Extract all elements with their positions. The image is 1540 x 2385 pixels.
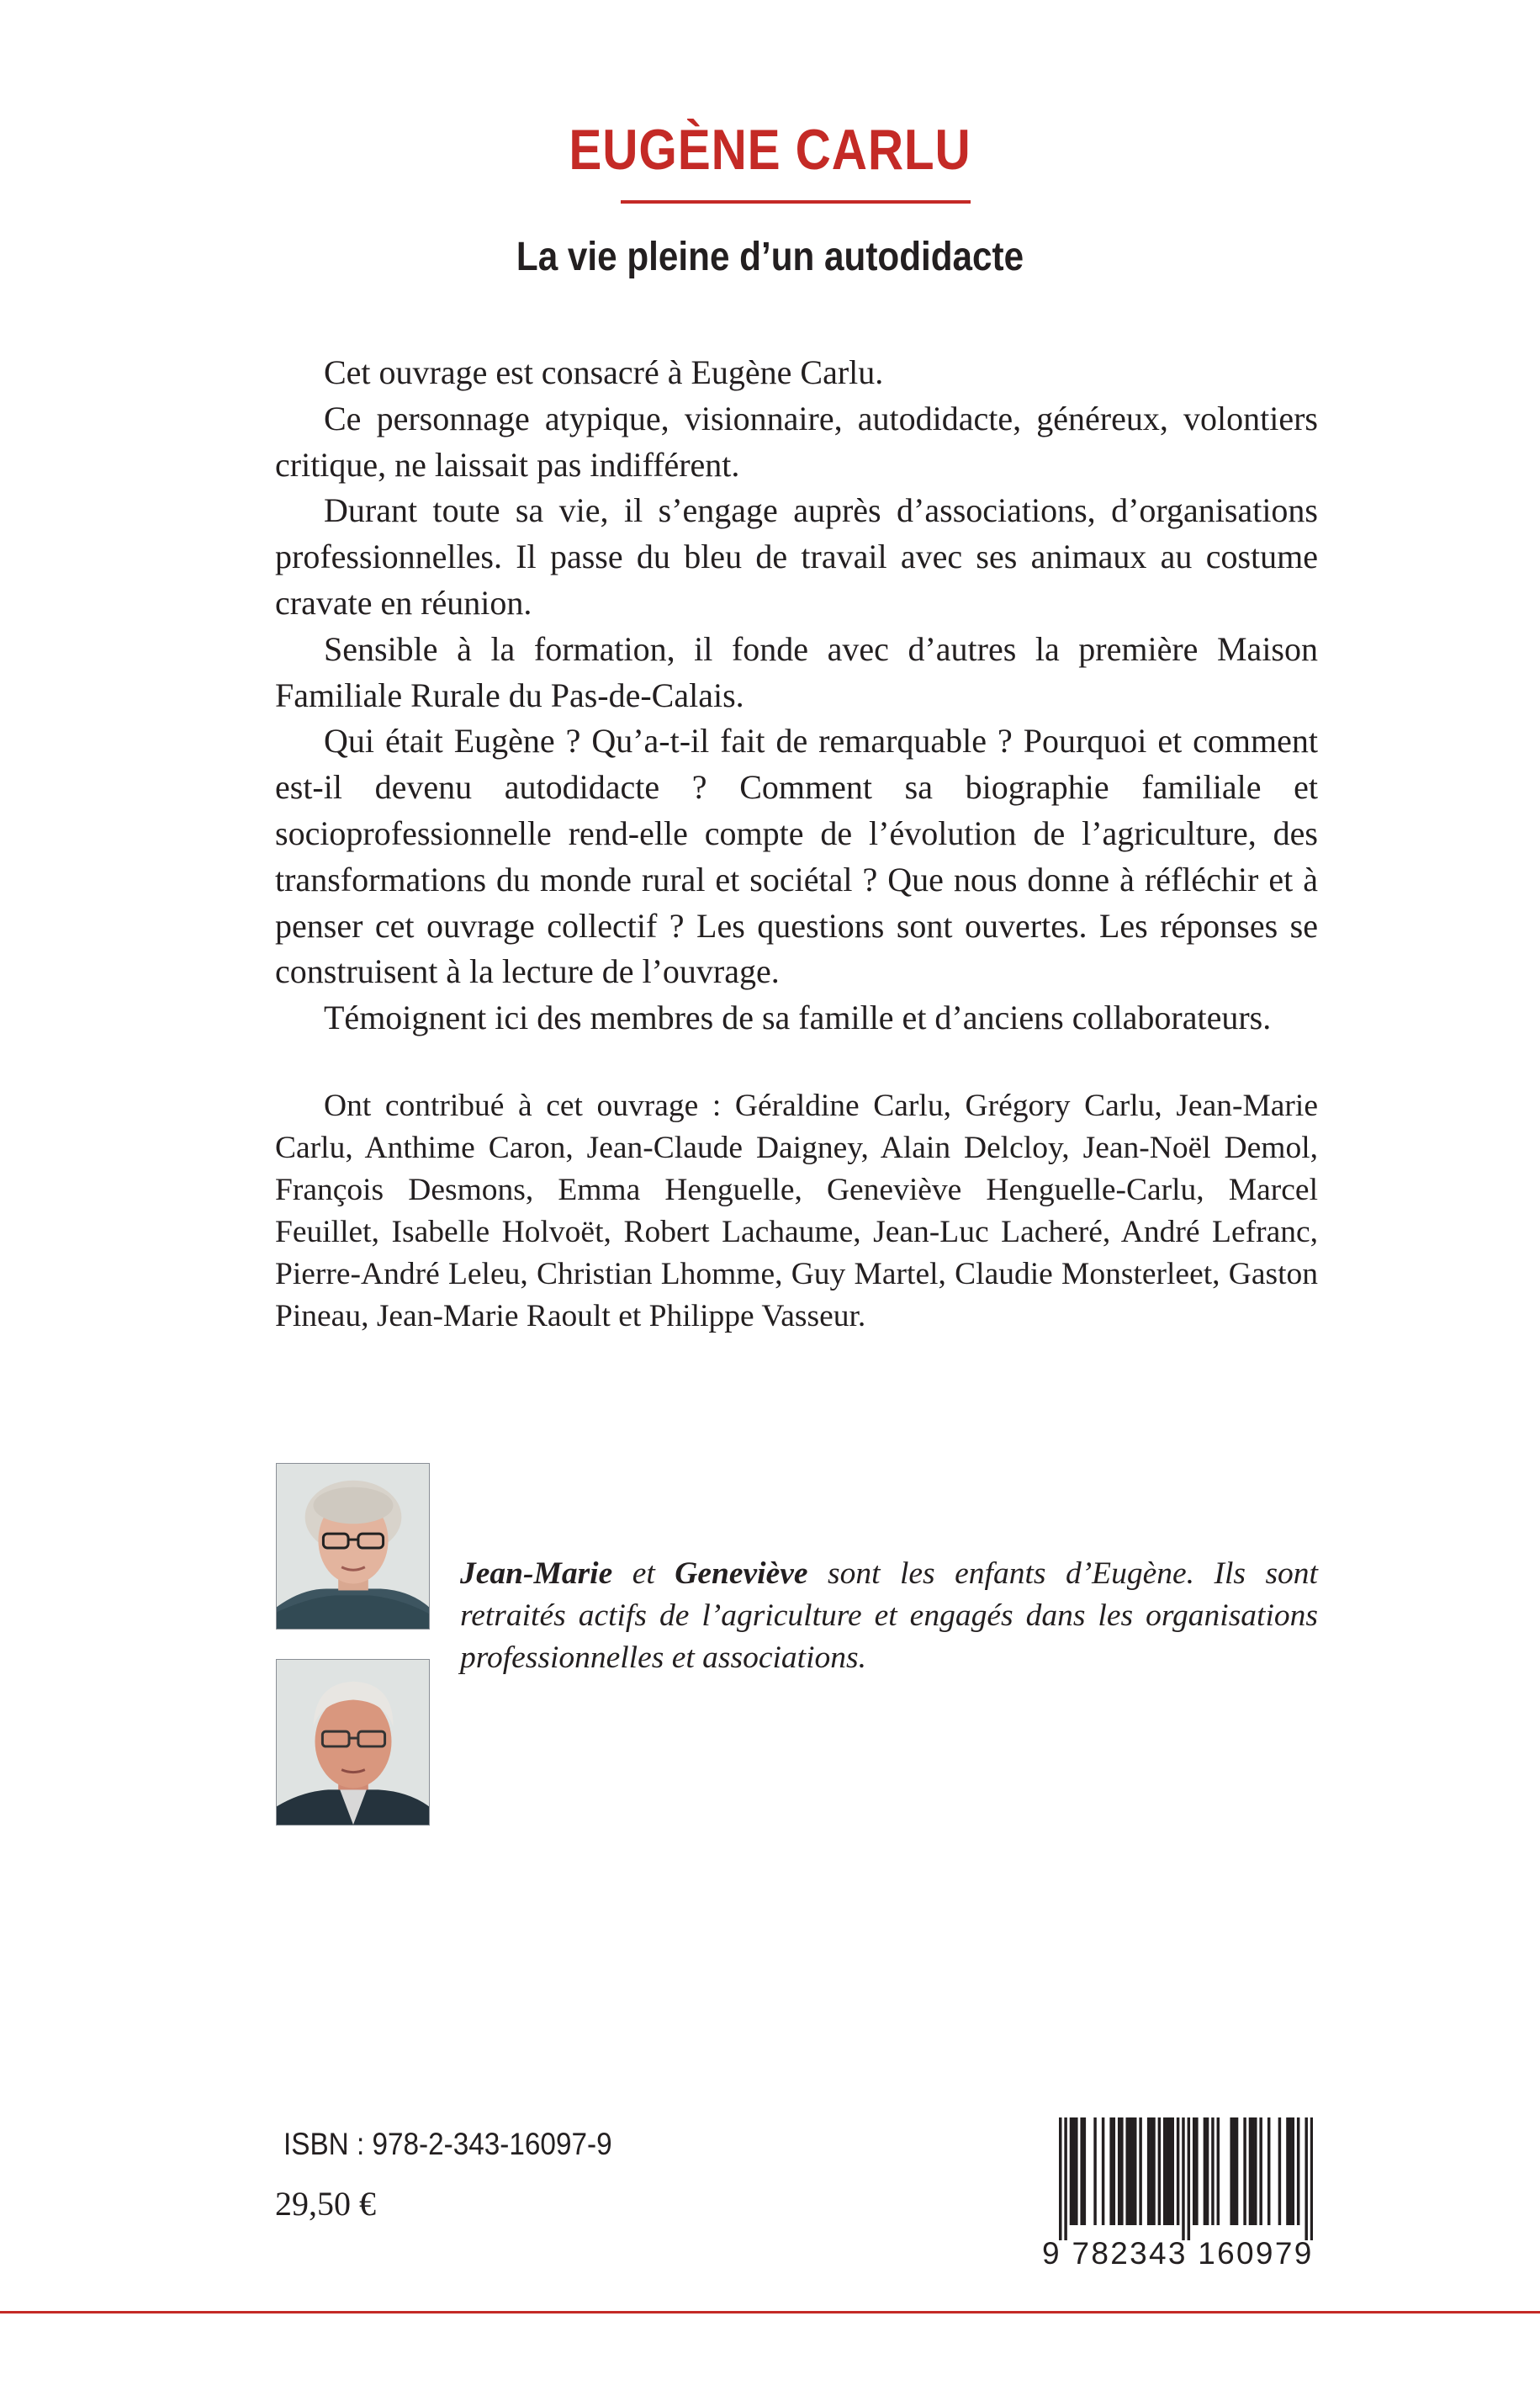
barcode-bar: [1093, 2117, 1096, 2225]
barcode-bar: [1236, 2117, 1238, 2225]
barcode-bar: [1243, 2117, 1246, 2225]
barcode-bar: [1267, 2117, 1270, 2225]
barcode-bar: [1158, 2117, 1161, 2225]
barcode-bar: [1182, 2117, 1184, 2240]
isbn-label: ISBN : 978-2-343-16097-9: [283, 2127, 612, 2161]
barcode-bar: [1286, 2117, 1289, 2225]
barcode-bar: [1217, 2117, 1220, 2225]
barcode-bar: [1204, 2117, 1206, 2225]
bottom-rule: [0, 2311, 1540, 2313]
author-name-1: Jean-Marie: [460, 1556, 613, 1591]
barcode-bar: [1150, 2117, 1152, 2225]
barcode-bar: [1075, 2117, 1077, 2225]
barcode-bar: [1278, 2117, 1281, 2225]
barcode-bar: [1305, 2117, 1307, 2240]
summary-paragraph: Durant toute sa vie, il s’engage auprès d’associations, d’organisations professionnelles. Il passe du bleu de travail avec ses animaux au costume cravate en réunion.: [275, 491, 1318, 622]
barcode-bar: [1113, 2117, 1115, 2225]
book-subtitle: La vie pleine d’un autodidacte: [516, 235, 1024, 279]
barcode-bars: [1059, 2117, 1313, 2240]
summary-text: [275, 350, 1318, 1041]
contributors-text: Ont contribué à cet ouvrage : Géraldine Carlu, Grégory Carlu, Jean-Marie Carlu, Anthime Caron, Jean-Claude Daigney, Alain Delcloy, Jean-Noël Demol, François Desmons, Emma Henguelle, Geneviève Henguelle-Carlu, Marcel Feuillet, Isabelle Holvoët, Robert Lachaume, Jean-Luc Lacheré, André Lefranc, Pierre-André Leleu, Christian Lhomme, Guy Martel, Claudie Monsterleet, Gaston Pineau, Jean-Marie Raoult et Philippe Vasseur.: [275, 1089, 1318, 1333]
barcode-bar: [1059, 2117, 1061, 2240]
barcode-bar: [1252, 2117, 1254, 2225]
barcode-bar: [1249, 2117, 1252, 2225]
barcode-bar: [1152, 2117, 1155, 2225]
summary-paragraph: Sensible à la formation, il fonde avec d’autres la première Maison Familiale Rurale du Pas-de-Calais.: [275, 629, 1318, 714]
barcode-bar: [1109, 2117, 1112, 2225]
barcode: [1042, 2117, 1313, 2269]
author-bio-text: sont les enfants d’Eugène. Ils sont retraités actifs de l’agriculture et engagés dans les organisations professionnelles et associations.: [460, 1556, 1318, 1675]
barcode-bar: [1102, 2117, 1104, 2225]
barcode-bar: [1131, 2117, 1134, 2225]
summary-paragraph: Cet ouvrage est consacré à Eugène Carlu.: [324, 353, 884, 391]
barcode-bar: [1259, 2117, 1262, 2225]
barcode-bar: [1233, 2117, 1236, 2225]
author-bio: [460, 1553, 1318, 1679]
author-name-2: Geneviève: [675, 1556, 808, 1591]
barcode-bar: [1064, 2117, 1066, 2240]
barcode-bar: [1289, 2117, 1291, 2225]
author-photo-woman: [276, 1463, 430, 1630]
summary-paragraph: Qui était Eugène ? Qu’a-t-il fait de remarquable ? Pourquoi et comment est-il devenu autodidacte ? Comment sa biographie familiale et socioprofessionnelle rend-elle compte de l’évolution de l’agriculture, des transformations du monde rural et sociétal ? Que nous donne à réfléchir et à penser cet ouvrage collectif ? Les questions sont ouvertes. Les réponses se construisent à la lecture de l’ouvrage.: [275, 722, 1318, 991]
barcode-bar: [1129, 2117, 1131, 2225]
book-title: EUGÈNE CARLU: [569, 118, 971, 182]
barcode-bar: [1139, 2117, 1141, 2225]
barcode-bar: [1083, 2117, 1086, 2225]
barcode-bar: [1310, 2117, 1313, 2240]
barcode-bar: [1172, 2117, 1174, 2225]
barcode-bar: [1206, 2117, 1209, 2225]
barcode-bar: [1254, 2117, 1257, 2225]
author-connector: et: [612, 1556, 675, 1591]
barcode-bar: [1134, 2117, 1136, 2225]
barcode-bar: [1080, 2117, 1082, 2225]
barcode-bar: [1195, 2117, 1198, 2225]
barcode-bar: [1147, 2117, 1150, 2225]
barcode-bar: [1163, 2117, 1166, 2225]
price-label: 29,50 €: [275, 2185, 376, 2223]
barcode-bar: [1177, 2117, 1179, 2225]
barcode-bar: [1193, 2117, 1195, 2225]
barcode-bar: [1070, 2117, 1072, 2225]
barcode-bar: [1166, 2117, 1168, 2225]
author-photo-man: [276, 1659, 430, 1826]
barcode-bar: [1125, 2117, 1128, 2225]
barcode-bar: [1120, 2117, 1123, 2225]
barcode-bar: [1297, 2117, 1299, 2225]
summary-paragraph: Témoignent ici des membres de sa famille et d’anciens collaborateurs.: [324, 999, 1272, 1037]
barcode-bar: [1168, 2117, 1171, 2225]
barcode-bar: [1211, 2117, 1214, 2225]
barcode-bar: [1072, 2117, 1075, 2225]
barcode-bar: [1118, 2117, 1120, 2225]
barcode-bar: [1188, 2117, 1190, 2240]
barcode-bar: [1230, 2117, 1232, 2225]
summary-paragraph: Ce personnage atypique, visionnaire, autodidacte, généreux, volontiers critique, ne laissait pas indifférent.: [275, 399, 1318, 484]
barcode-number: 9 782343 160979: [1042, 2236, 1314, 2271]
title-underline: [621, 200, 971, 204]
barcode-bar: [1292, 2117, 1294, 2225]
